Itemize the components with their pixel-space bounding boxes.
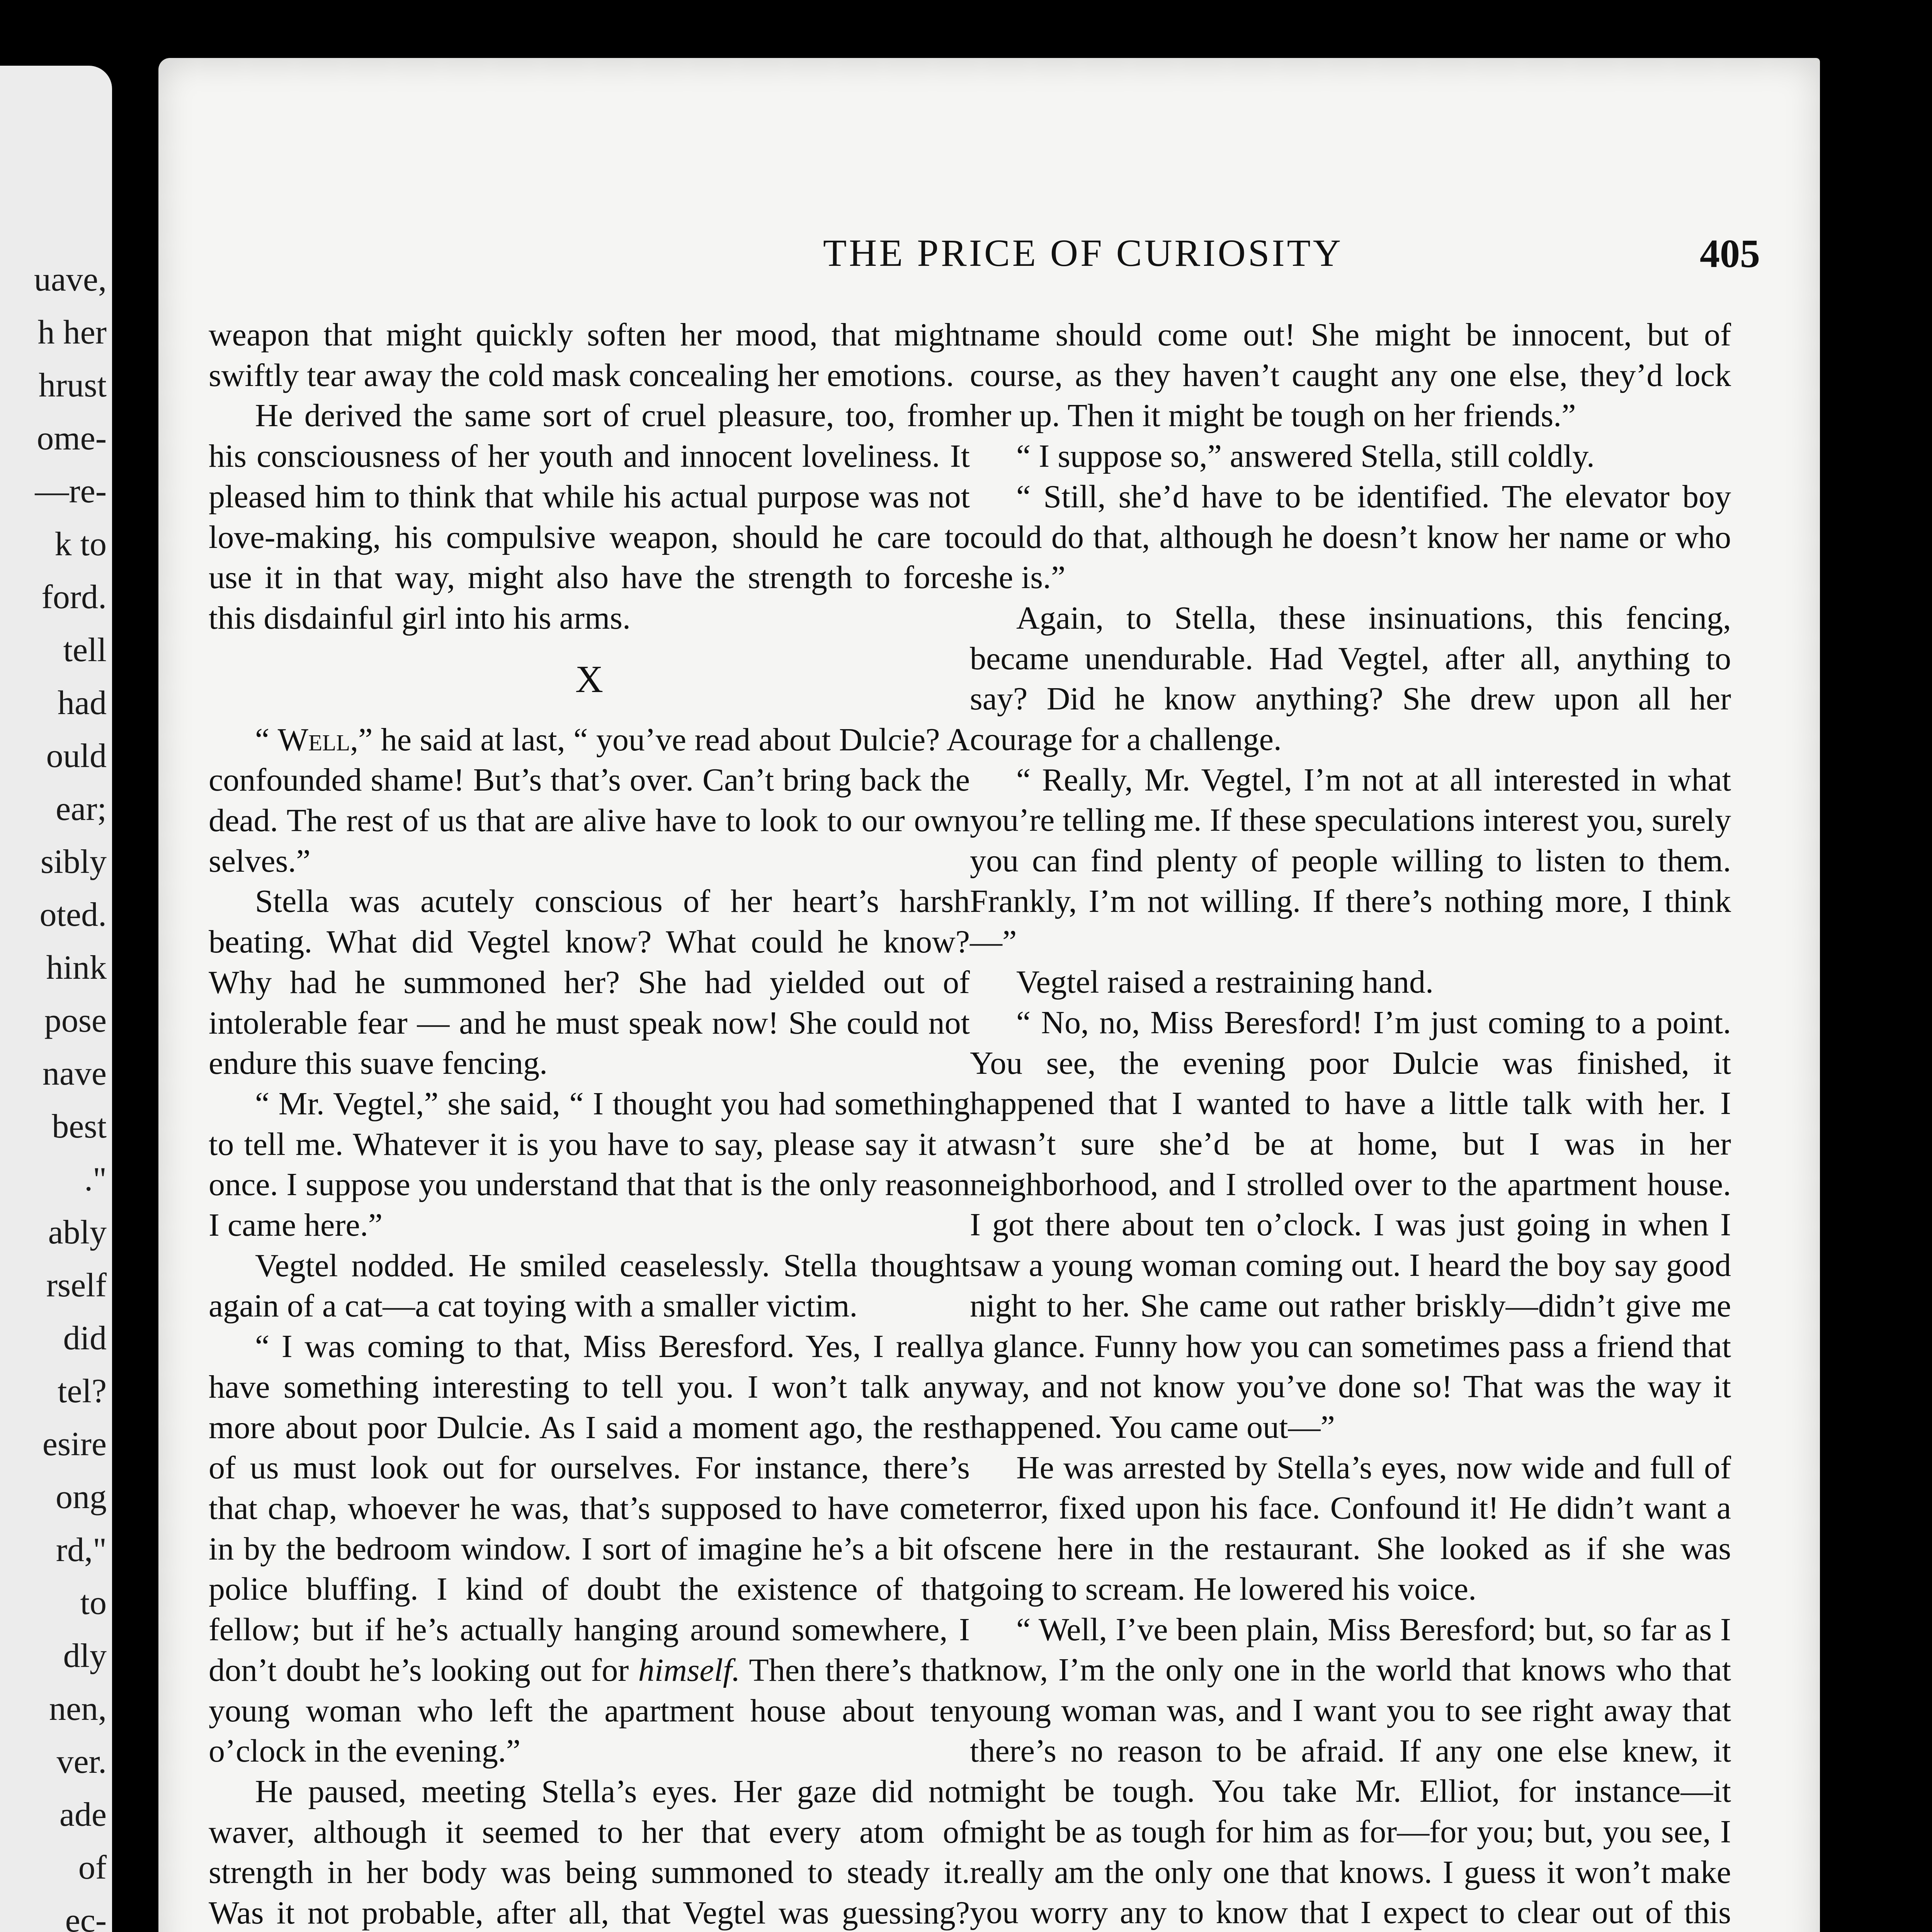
paragraph-text: ” he said at last, “ you’ve read about Dulcie? A confounded shame! But’s that’s over. Can’t bring back the dead. The rest of us that are alive have to look to our own selves.” xyxy=(209,721,970,879)
paragraph: Again, to Stella, these insinuations, this fencing, became unendurable. Had Vegtel, after all, anything to say? Did he know anything? She drew upon all her courage for a challenge. xyxy=(970,600,1731,758)
paragraph-text: Then there’s that young woman who left the apartment house about ten o’clock in the evening.” xyxy=(209,1652,970,1769)
previous-page-fragment: ." xyxy=(84,1161,107,1198)
previous-page-fragment: sibly xyxy=(40,843,107,881)
paragraph: He derived the same sort of cruel pleasure, too, from his consciousness of her youth and innocent loveliness. It pleased him to think that while his actual purpose was not love-making, his compulsive weapon, should he care to use it in that way, might also have the strength to force this disdainful girl into his arms. xyxy=(209,398,970,636)
paragraph xyxy=(209,1327,970,1772)
left-column xyxy=(209,315,970,1932)
paragraph: weapon that might quickly soften her mood, that might swiftly tear away the cold mask concealing her emotions. xyxy=(209,317,970,393)
open-quote: “ xyxy=(255,721,278,758)
previous-page-fragment: of xyxy=(78,1849,107,1886)
paragraph: “ Really, Mr. Vegtel, I’m not at all interested in what you’re telling me. If these speculations interest you, surely you can find plenty of people willing to listen to them. Frankly, I’m not willing. If there’s nothing more, I think—” xyxy=(970,762,1731,960)
previous-page-fragment: uave, xyxy=(34,261,107,298)
previous-page-fragment: rd," xyxy=(56,1531,107,1569)
previous-page-fragment: h her xyxy=(37,314,107,351)
right-column xyxy=(970,315,1731,1932)
paragraph: “ Mr. Vegtel,” she said, “ I thought you had something to tell me. Whatever it is you have to say, please say it at once. I suppose you understand that that is the only reason I came here.” xyxy=(209,1085,970,1243)
previous-page-fragment: nave xyxy=(42,1055,107,1092)
previous-page-fragment: did xyxy=(63,1320,107,1357)
previous-page-fragment: tell xyxy=(63,631,107,669)
previous-page-fragment: ver. xyxy=(56,1743,107,1781)
previous-page-fragment: —re- xyxy=(35,473,107,510)
previous-page-fragment: ably xyxy=(48,1214,107,1251)
previous-page-fragment: hink xyxy=(46,949,107,986)
italic-emphasis: himself. xyxy=(638,1652,740,1688)
previous-page-fragment: ome- xyxy=(37,420,107,457)
previous-page-fragment: ford. xyxy=(41,578,107,616)
paragraph-text: “ Well, I’ve been plain, Miss Beresford; but, so far as I know, I’m the only one in the world that knows who that young woman was, and I want you to see right away that there’s no reason to be afraid. If any one else knew, it might be tough. You take Mr. Elliot, for instance—it might be as tough for him as for—for you; but, you see, I really am the only one that knows. I guess it won’t make you worry any to know that I expect to clear out of this xyxy=(970,1611,1731,1931)
previous-page-fragment: had xyxy=(57,684,107,722)
paragraph: He paused, meeting Stella’s eyes. Her gaze did not waver, although it seemed to her that every atom of strength in her body was being summoned to steady it. Was it not probable, after all, that Vegtel was guessing? xyxy=(209,1773,970,1931)
paragraph: Vegtel nodded. He smiled ceaselessly. Stella thought again of a cat—a cat toying with a smaller victim. xyxy=(209,1247,970,1324)
paragraph: name should come out! She might be innocent, but of course, as they haven’t caught any one else, they’d lock her up. Then it might be tough on her friends.” xyxy=(970,317,1731,434)
paragraph: He was arrested by Stella’s eyes, now wide and full of terror, fixed upon his face. Confound it! He didn’t want a scene here in the restaurant. She looked as if she was going to scream. He lowered his voice. xyxy=(970,1449,1731,1607)
paragraph-text: “ I was coming to that, Miss Beresford. Yes, I really have something interesting to tell you. I won’t talk any more about poor Dulcie. As I said a moment ago, the rest of us must look out for ourselves. For instance, there’s that chap, whoever he was, that’s supposed to have come in by the bedroom window. I sort of imagine he’s a bit of police bluffing. I kind of doubt the existence of that fellow; but if he’s actually hanging around somewhere, I don’t doubt he’s looking out for xyxy=(209,1328,970,1688)
previous-page-fragment: oted. xyxy=(39,896,107,934)
running-title: THE PRICE OF CURIOSITY xyxy=(823,231,1343,274)
previous-page-fragment: best xyxy=(52,1108,107,1145)
previous-page-fragment: ear; xyxy=(56,790,107,828)
previous-page-fragment: k to xyxy=(54,526,107,563)
paragraph xyxy=(970,1610,1731,1932)
page-number: 405 xyxy=(1700,231,1760,276)
previous-page-fragment: rself xyxy=(46,1267,107,1304)
previous-page-fragment: hrust xyxy=(39,367,107,404)
previous-page-fragment: ould xyxy=(46,737,107,775)
paragraph: “ I suppose so,” answered Stella, still coldly. xyxy=(1016,438,1595,474)
book-page xyxy=(158,58,1820,1932)
previous-page-fragment: to xyxy=(80,1584,107,1622)
previous-page-fragment: ade xyxy=(59,1796,107,1833)
paragraph xyxy=(209,720,970,882)
previous-page-fragment: esire xyxy=(42,1425,107,1463)
paragraph: Stella was acutely conscious of her heart’s harsh beating. What did Vegtel know? What could he know? Why had he summoned her? She had yielded out of intolerable fear — and he must speak now! She could not endure this suave fencing. xyxy=(209,883,970,1082)
chapter-number: X xyxy=(575,657,604,701)
small-caps-lead: Well, xyxy=(277,721,359,758)
previous-page-fragment: dly xyxy=(63,1637,107,1675)
previous-page-fragment: nen, xyxy=(49,1690,107,1728)
previous-page-fragment: tel? xyxy=(57,1372,107,1410)
previous-page-fragment: ong xyxy=(56,1478,107,1516)
running-head xyxy=(158,231,1820,284)
paragraph: “ Still, she’d have to be identified. The elevator boy could do that, although he doesn’t know her name or who she is.” xyxy=(970,478,1731,596)
previous-page-edge xyxy=(0,66,112,1932)
previous-page-fragment: ec- xyxy=(65,1902,107,1932)
previous-page-fragment: pose xyxy=(44,1002,107,1039)
paragraph: Vegtel raised a restraining hand. xyxy=(1016,964,1434,1000)
paragraph: “ No, no, Miss Beresford! I’m just coming to a point. You see, the evening poor Dulcie was finished, it happened that I wanted to have a little talk with her. I wasn’t sure she’d be at home, but I was in her neighborhood, and I strolled over to the apartment house. I got there about ten o’clock. I was just going in when I saw a young woman coming out. I heard the boy say good night to her. She came out rather briskly—didn’t give me a glance. Funny how you can sometimes pass a friend that way, and not know you’ve done so! That was the way it happened. You came out—” xyxy=(970,1004,1731,1445)
